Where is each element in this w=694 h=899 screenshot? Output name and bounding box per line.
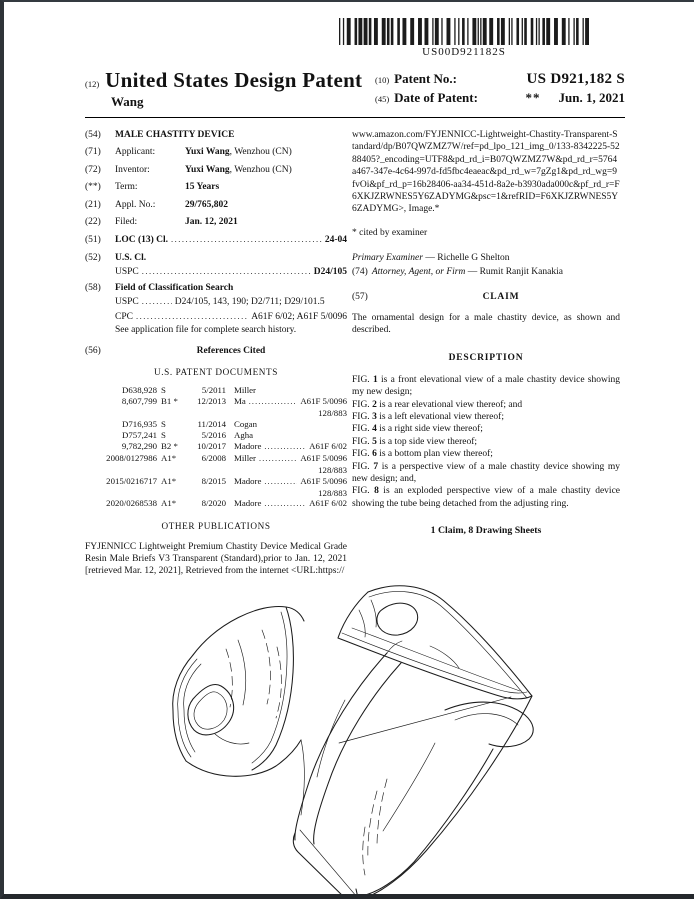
patent-figure-svg [125, 583, 565, 899]
claim-heading-row [352, 291, 620, 303]
field-num: (57) [352, 291, 368, 302]
fig-prefix: FIG. [352, 436, 373, 447]
inventor-surname: Wang [111, 94, 144, 109]
figure-description [352, 485, 620, 510]
us-patent-documents-heading: U.S. PATENT DOCUMENTS [154, 367, 278, 378]
ref-no: D716,935 [122, 419, 157, 430]
field-search-uspc [115, 295, 347, 308]
ref-name: Madore [234, 440, 262, 451]
patent-no-label: Patent No.: [394, 71, 457, 86]
field-title [85, 129, 347, 141]
fig-number: 4 [372, 424, 377, 435]
fig-number: 7 [373, 461, 379, 472]
ref-no: 9,782,290 [121, 440, 157, 451]
figure-description [352, 448, 620, 460]
page-top [85, 2, 625, 66]
figure-description [352, 436, 620, 448]
figure-description [352, 411, 620, 423]
header-right [375, 68, 625, 108]
ref-kind: B1 * [161, 396, 178, 407]
field-num: (72) [85, 164, 101, 175]
ref-cls: A61F 5/0096 [300, 396, 347, 407]
ref-cont: 128/883 [318, 487, 347, 498]
fig-prefix: FIG. [352, 374, 373, 385]
primary-examiner-label: Primary Examiner [352, 253, 423, 264]
figure-description [352, 461, 620, 486]
patent-figure [125, 583, 565, 899]
loc-value: 24-04 [324, 235, 347, 246]
attorney-label: Attorney, Agent, or Firm [371, 266, 466, 277]
field-label: Term: [115, 182, 138, 193]
ref-kind: S [161, 429, 166, 440]
ref-no: D638,928 [122, 385, 157, 396]
left-column [85, 129, 347, 577]
patent-date: Jun. 1, 2021 [558, 90, 625, 105]
fig-prefix: FIG. [352, 399, 373, 410]
uspc-value: D24/105 [313, 266, 347, 277]
patent-reference-row [85, 441, 347, 453]
fig-number: 1 [372, 374, 378, 385]
invention-title: MALE CHASTITY DEVICE [115, 130, 235, 140]
ref-name: Cogan [234, 419, 257, 430]
field-loc-class [85, 233, 347, 246]
field-label: Applicant: [115, 147, 156, 158]
date-code: (45) [375, 94, 390, 104]
other-publications-text: FYJENNICC Lightweight Premium Chastity Device Medical Grade Resin Male Briefs V3 Transparent (Standard),prior to Jan. 12, 2021 [retrieved Mar. 12, 2021], Retrieved from the internet <URL:https:// [85, 541, 347, 576]
dot-leader [264, 476, 297, 488]
field-search-note [115, 324, 347, 336]
field-term [85, 181, 347, 193]
field-inventor [85, 164, 347, 176]
fig-number: 2 [372, 399, 377, 410]
field-num: (74) [352, 266, 368, 277]
dot-leader [171, 233, 322, 246]
fig-prefix: FIG. [352, 411, 373, 422]
date-label: Date of Patent: [394, 90, 478, 105]
dot-leader [264, 498, 306, 510]
field-num: (52) [85, 252, 101, 263]
ref-cls: A61F 5/0096 [300, 452, 347, 463]
dot-leader [264, 441, 306, 453]
references-heading-row [85, 345, 347, 357]
ref-cls: A61F 6/02 [309, 440, 347, 451]
field-label: Filed: [115, 216, 138, 227]
dot-leader [259, 453, 297, 465]
field-num: (71) [85, 147, 101, 158]
field-num: (54) [85, 130, 101, 140]
ref-date: 10/2017 [197, 440, 226, 451]
fig-prefix: FIG. [352, 461, 374, 472]
patent-reference-row [85, 385, 347, 396]
field-applicant [85, 146, 347, 158]
figure-description [352, 374, 620, 399]
ref-no: 2020/0268538 [106, 498, 157, 509]
figure-description [352, 423, 620, 435]
ref-name: Ma [234, 396, 246, 407]
term-stars: ** [525, 90, 541, 105]
patent-reference-row [85, 419, 347, 430]
document-header [85, 66, 625, 110]
attorney-name: Rumit Ranjit Kanakia [479, 266, 563, 277]
ref-no: 2015/0216717 [106, 475, 157, 486]
ref-date: 12/2013 [197, 396, 226, 407]
ref-date: 11/2014 [197, 419, 226, 430]
ref-cls: A61F 6/02 [309, 498, 347, 509]
fig-text: is a rear elevational view thereof; and [376, 399, 523, 410]
ref-kind: S [161, 385, 166, 396]
ref-no: D757,241 [122, 429, 157, 440]
patent-reference-row [85, 396, 347, 408]
figure-description [352, 399, 620, 411]
ref-date: 8/2015 [201, 475, 226, 486]
dot-leader [142, 265, 311, 278]
ref-kind: A1* [161, 452, 177, 463]
ref-date: 8/2020 [201, 498, 226, 509]
ref-kind: A1* [161, 498, 177, 509]
primary-examiner-name: Richelle G Shelton [437, 253, 510, 264]
other-publications-heading: OTHER PUBLICATIONS [161, 521, 271, 532]
ref-name: Miller [234, 385, 256, 396]
body-columns [85, 129, 625, 577]
ref-date: 6/2008 [201, 452, 226, 463]
term-value: 15 Years [185, 182, 220, 193]
ref-name: Agha [234, 429, 254, 440]
ref-kind: A1* [161, 475, 177, 486]
barcode-block [338, 18, 590, 58]
patent-reference-row [85, 476, 347, 488]
patent-reference-row [85, 453, 347, 465]
fig-prefix: FIG. [352, 486, 375, 497]
fig-text: is an exploded perspective view of a male chastity device showing the tube being detached from the adjusting ring. [352, 486, 620, 509]
us-cl-uspc-line [115, 265, 347, 278]
claim-text: The ornamental design for a male chastity device, as shown and described. [352, 313, 620, 336]
document-title: United States Design Patent [105, 68, 363, 92]
fig-text: is a perspective view of a male chastity device showing my new design; and, [352, 461, 620, 485]
patent-no-code: (10) [375, 75, 390, 85]
loc-label: LOC (13) Cl. [115, 235, 169, 246]
ref-no: 2008/0127986 [106, 452, 157, 463]
header-rule [85, 117, 625, 118]
appl-no-value: 29/765,802 [185, 199, 229, 210]
patent-number: US D921,182 S [526, 71, 625, 87]
barcode-icon [339, 18, 589, 45]
field-num: (**) [85, 182, 101, 193]
fig-text: is a bottom plan view thereof; [376, 449, 493, 460]
ref-name: Madore [234, 475, 262, 486]
barcode-number: US00D921182S [422, 46, 506, 58]
inventor-value: Yuxi Wang, Wenzhou (CN) [185, 164, 292, 175]
field-num: (56) [85, 345, 101, 356]
citation-url-text: www.amazon.com/FYJENNICC-Lightweight-Chastity-Transparent-Standard/dp/B07QWZMZ7W/ref=pd_lpo_121_img_0/133-8342225-5288405?_encoding=UTF8&pd_rd_i=B07QWZMZ7W&pd_rd_r=5764a467-347e-4c64-997d-fd5fbc4eaeac&pd_rd_w=7gZg1&pd_rd_wg=9fvOi&pf_rd_p=16b28406-aa34-451d-8a2e-b3930ada000c&pf_rd_r=F6XKJZRWNES5Y6ZADYMG&psc=1&refRID=F6XKJZRWNES5Y6ZADYMG>, Image.* [352, 130, 620, 215]
right-column [352, 129, 620, 537]
us-cl-label: U.S. Cl. [115, 252, 147, 263]
fig-number: 6 [372, 449, 377, 460]
fig-number: 8 [374, 486, 379, 497]
dot-leader [136, 310, 248, 323]
cpc-classes: A61F 6/02; A61F 5/0096 [251, 311, 347, 322]
us-patent-rows [85, 385, 347, 510]
figure-descriptions [352, 374, 620, 510]
filed-value: Jan. 12, 2021 [185, 216, 238, 227]
description-heading: DESCRIPTION [448, 352, 524, 363]
ref-no: 8,607,799 [121, 396, 157, 407]
uspc-classes: D24/105, 143, 190; D2/711; D29/101.5 [174, 297, 325, 308]
cited-by-examiner-note: * cited by examiner [352, 227, 428, 238]
uspc-label: USPC [115, 297, 139, 308]
field-search-label: Field of Classification Search [115, 283, 234, 294]
claim-sheets-note: 1 Claim, 8 Drawing Sheets [430, 525, 542, 537]
ref-cls: A61F 5/0096 [300, 475, 347, 486]
fig-text: is a right side view thereof; [376, 424, 483, 435]
fig-text: is a left elevational view thereof; [376, 411, 504, 422]
search-note: See application file for complete search history. [115, 324, 297, 335]
fig-number: 3 [372, 411, 377, 422]
patent-reference-row [85, 430, 347, 441]
ref-name: Miller [234, 452, 256, 463]
header-left [85, 68, 362, 110]
ref-cont: 128/883 [318, 464, 347, 475]
dot-leader [249, 396, 298, 408]
field-label: Appl. No.: [115, 199, 156, 210]
field-search [85, 282, 347, 294]
dot-leader [142, 295, 172, 308]
cpc-label: CPC [115, 311, 133, 322]
primary-examiner-line: Primary Examiner — Richelle G Shelton [352, 253, 510, 264]
fig-text: is a top side view thereof; [376, 436, 478, 447]
field-us-cl [85, 252, 347, 264]
patent-reference-continuation [85, 408, 347, 419]
field-num: (58) [85, 283, 101, 294]
ref-name: Madore [234, 498, 262, 509]
field-label: Inventor: [115, 164, 150, 175]
patent-reference-row [85, 498, 347, 510]
applicant-value: Yuxi Wang, Wenzhou (CN) [185, 147, 292, 158]
fig-text: is a front elevational view of a male chastity device showing my new design; [352, 374, 620, 398]
ref-date: 5/2016 [201, 429, 226, 440]
ref-kind: B2 * [161, 440, 178, 451]
field-num: (22) [85, 216, 101, 227]
field-filed [85, 216, 347, 228]
fig-prefix: FIG. [352, 424, 373, 435]
ref-kind: S [161, 419, 166, 430]
field-appl-no [85, 199, 347, 211]
patent-reference-continuation [85, 488, 347, 499]
fig-number: 5 [372, 436, 377, 447]
field-search-cpc [115, 310, 347, 323]
claim-heading: CLAIM [482, 291, 520, 302]
patent-reference-continuation [85, 465, 347, 476]
kind-code: (12) [85, 79, 100, 89]
ref-date: 5/2011 [201, 385, 226, 396]
fig-prefix: FIG. [352, 449, 373, 460]
field-num: (51) [85, 235, 101, 246]
attorney-line: (74) Attorney, Agent, or Firm — Rumit Ranjit Kanakia [352, 266, 563, 277]
field-num: (21) [85, 199, 101, 210]
uspc-label: USPC [115, 266, 139, 277]
references-heading: References Cited [196, 345, 266, 356]
ref-cont: 128/883 [318, 408, 347, 419]
